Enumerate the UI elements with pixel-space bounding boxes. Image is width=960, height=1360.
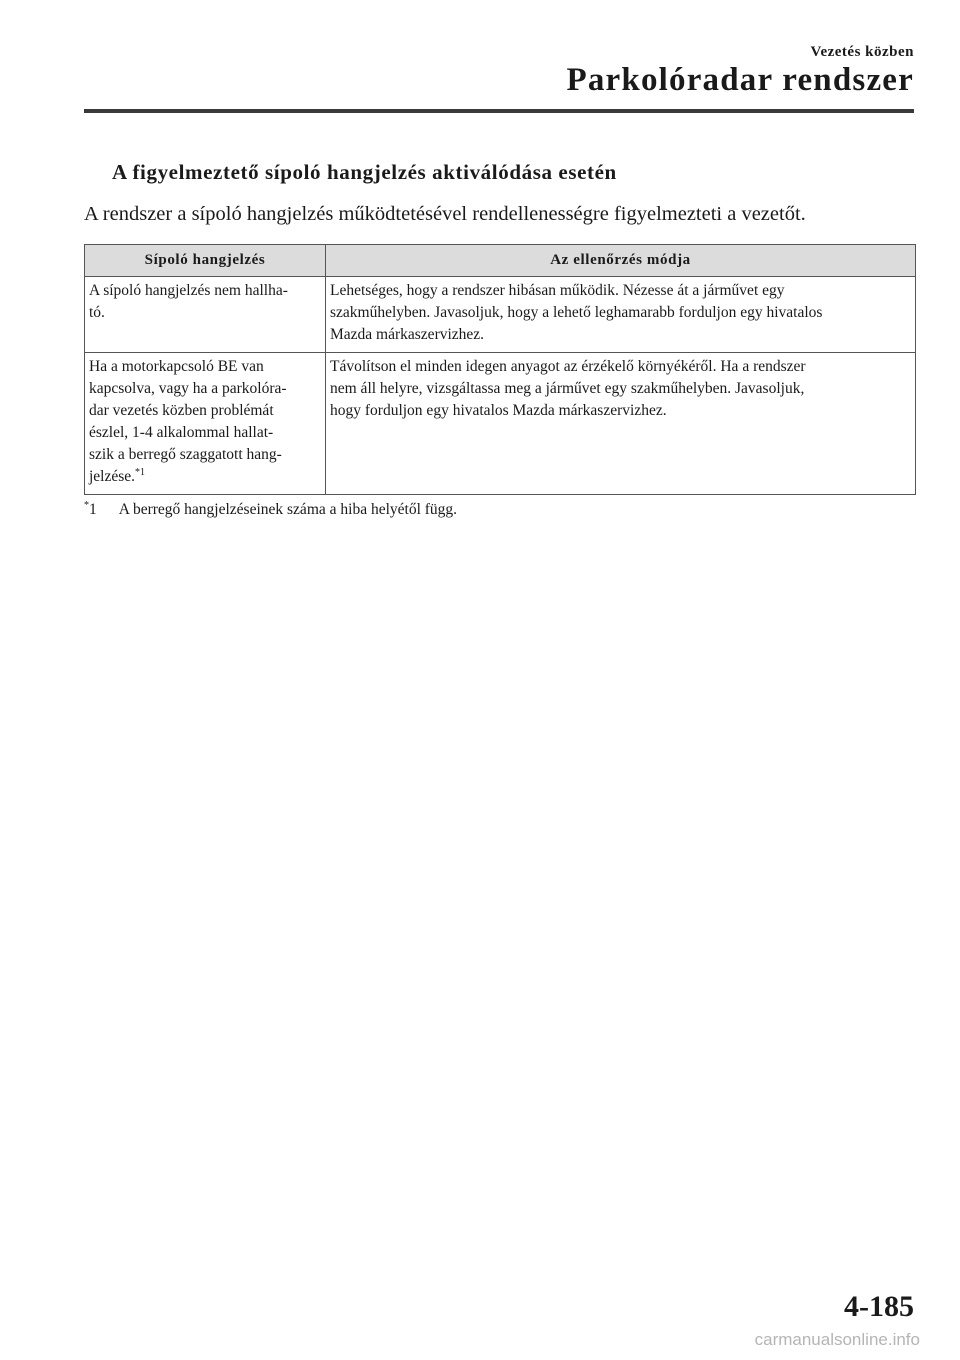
cell-line: dar vezetés közben problémát bbox=[89, 402, 274, 419]
cell-line: hogy forduljon egy hivatalos Mazda márkaszervizhez. bbox=[330, 402, 667, 419]
footnote bbox=[84, 500, 457, 519]
cell-line-with-footnote bbox=[89, 466, 321, 488]
column-header-check: Az ellenőrzés módja bbox=[326, 245, 916, 277]
header-divider bbox=[84, 109, 914, 113]
warning-table bbox=[84, 244, 916, 495]
cell-line: Mazda márkaszervizhez. bbox=[330, 326, 485, 343]
check-cell bbox=[326, 277, 916, 353]
cell-line: szik a berregő szaggatott hang- bbox=[89, 446, 282, 463]
cell-line: Ha a motorkapcsoló BE van bbox=[89, 358, 264, 375]
cell-line: jelzése. bbox=[89, 468, 136, 485]
cell-line: szakműhelyben. Javasoljuk, hogy a lehető leghamarabb forduljon egy hivatalos bbox=[330, 304, 823, 321]
footnote-number: 1 bbox=[89, 501, 97, 519]
cell-line: nem áll helyre, vizsgáltassa meg a járművet egy szakműhelyben. Javasoljuk, bbox=[330, 380, 805, 397]
footnote-reference: *1 bbox=[135, 466, 146, 478]
table-row bbox=[85, 353, 916, 495]
table-header-row bbox=[85, 245, 916, 277]
cell-line: észlel, 1-4 alkalommal hallat- bbox=[89, 424, 274, 441]
column-header-signal: Sípoló hangjelzés bbox=[85, 245, 326, 277]
intro-paragraph: A rendszer a sípoló hangjelzés működtetésével rendellenességre figyelmezteti a vezetőt. bbox=[84, 203, 806, 225]
cell-line: tó. bbox=[89, 304, 105, 321]
signal-cell bbox=[85, 353, 326, 495]
page-title: Parkolóradar rendszer bbox=[566, 62, 914, 98]
page-number: 4-185 bbox=[844, 1290, 914, 1323]
cell-line: kapcsolva, vagy ha a parkolóra- bbox=[89, 380, 287, 397]
cell-line: Távolítson el minden idegen anyagot az érzékelő környékéről. Ha a rendszer bbox=[330, 358, 806, 375]
watermark: carmanualsonline.info bbox=[754, 1330, 920, 1349]
section-label: Vezetés közben bbox=[810, 44, 914, 60]
footnote-text: A berregő hangjelzéseinek száma a hiba helyétől függ. bbox=[118, 501, 458, 519]
subheading: A figyelmeztető sípoló hangjelzés aktiválódása esetén bbox=[112, 160, 617, 184]
signal-cell bbox=[85, 277, 326, 353]
cell-line: Lehetséges, hogy a rendszer hibásan működik. Nézesse át a járművet egy bbox=[330, 282, 785, 299]
table-row bbox=[85, 277, 916, 353]
cell-line: A sípoló hangjelzés nem hallha- bbox=[89, 282, 288, 299]
footnote-mark: * bbox=[84, 500, 89, 511]
check-cell bbox=[326, 353, 916, 495]
